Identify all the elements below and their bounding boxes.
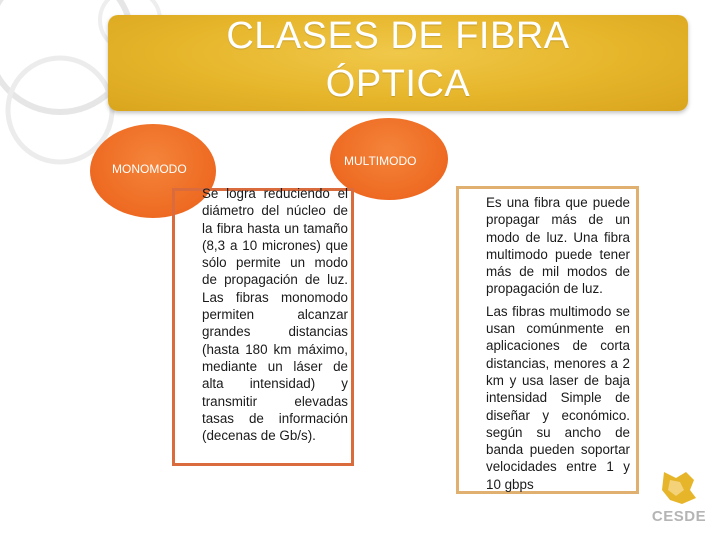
multimodo-description: [486, 194, 630, 498]
multimodo-paragraph-2: Las fibras multimodo se usan comúnmente en aplicaciones de corta distancias, menores a 2 km y usa laser de baja intensidad Simple de diseñar y económico. según su ancho de banda pueden soportar velocidades entre 1 y 10 gbps: [486, 303, 630, 492]
multimodo-paragraph-1: Es una fibra que puede propagar más de un modo de luz. Una fibra multimodo puede tener más de mil modos de propagación de luz.: [486, 195, 630, 297]
cesde-logo-text: CESDE: [651, 508, 707, 525]
title-line-1: CLASES DE FIBRA: [226, 15, 570, 57]
monomodo-description: Se logra reduciendo el diámetro del núcleo de la fibra hasta un tamaño (8,3 a 10 micrones) que sólo permite un modo de propagación de luz. Las fibras monomodo permiten alcanzar grandes distancias (hasta 180 km máximo, mediante un láser de alta intensidad) y transmitir elevadas tasas de información (decenas de Gb/s).: [202, 186, 348, 444]
monomodo-label: MONOMODO: [112, 162, 187, 176]
multimodo-label: MULTIMODO: [344, 154, 417, 168]
title-line-2: ÓPTICA: [325, 63, 471, 105]
slide-title: [108, 12, 688, 108]
